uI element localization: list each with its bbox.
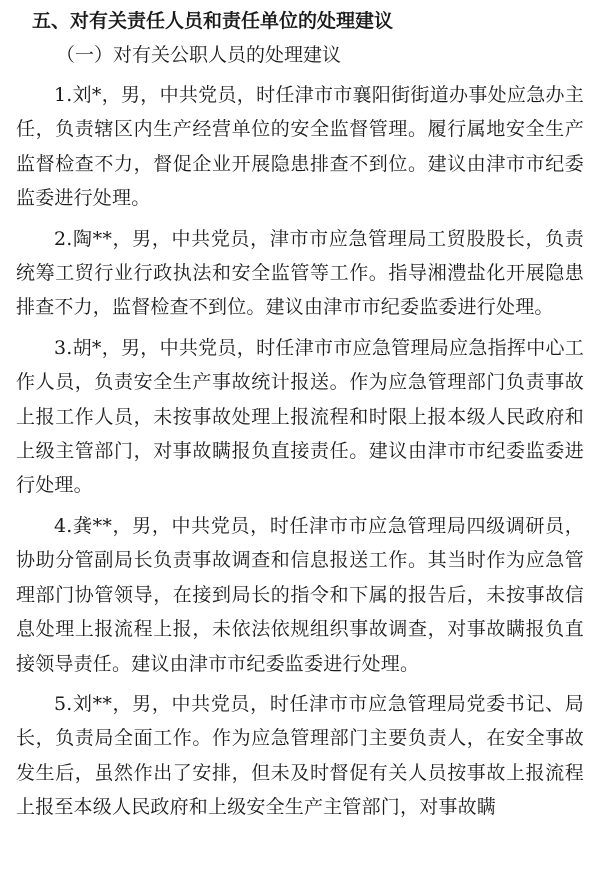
section-heading: 五、对有关责任人员和责任单位的处理建议 [32, 10, 394, 32]
subsection-heading: （一）对有关公职人员的处理建议 [56, 44, 342, 66]
paragraph-item-1: 1.刘*，男，中共党员，时任津市市襄阳街街道办事处应急办主任，负责辖区内生产经营单位的安全监督管理。履行属地安全生产监督检查不力，督促企业开展隐患排查不到位。建议由津市市纪委监委进行处理。 [16, 84, 584, 210]
paragraph-item-3: 3.胡*，男，中共党员，时任津市市应急管理局应急指挥中心工作人员，负责安全生产事故统计报送。作为应急管理部门负责事故上报工作人员，未按事故处理上报流程和时限上报本级人民政府和上级主管部门，对事故瞒报负直接责任。建议由津市市纪委监委进行处理。 [16, 336, 584, 497]
paragraph-item-2: 2.陶**，男，中共党员，津市市应急管理局工贸股股长，负责统筹工贸行业行政执法和安全监管等工作。指导湘澧盐化开展隐患排查不力，监督检查不到位。建议由津市市纪委监委进行处理。 [16, 227, 584, 319]
paragraph-item-5: 5.刘**，男，中共党员，时任津市市应急管理局党委书记、局长，负责局全面工作。作为应急管理部门主要负责人，在安全事故发生后，虽然作出了安排，但未及时督促有关人员按事故上报流程上报至本级人民政府和上级安全生产主管部门，对事故瞒 [16, 692, 584, 819]
paragraph-item-4: 4.龚**，男，中共党员，时任津市市应急管理局四级调研员，协助分管副局长负责事故调查和信息报送工作。其当时作为应急管理部门协管领导，在接到局长的指令和下属的报告后，未按事故信息处理上报流程上报，未依法依规组织事故调查，对事故瞒报负直接领导责任。建议由津市市纪委监委进行处理。 [16, 514, 584, 675]
